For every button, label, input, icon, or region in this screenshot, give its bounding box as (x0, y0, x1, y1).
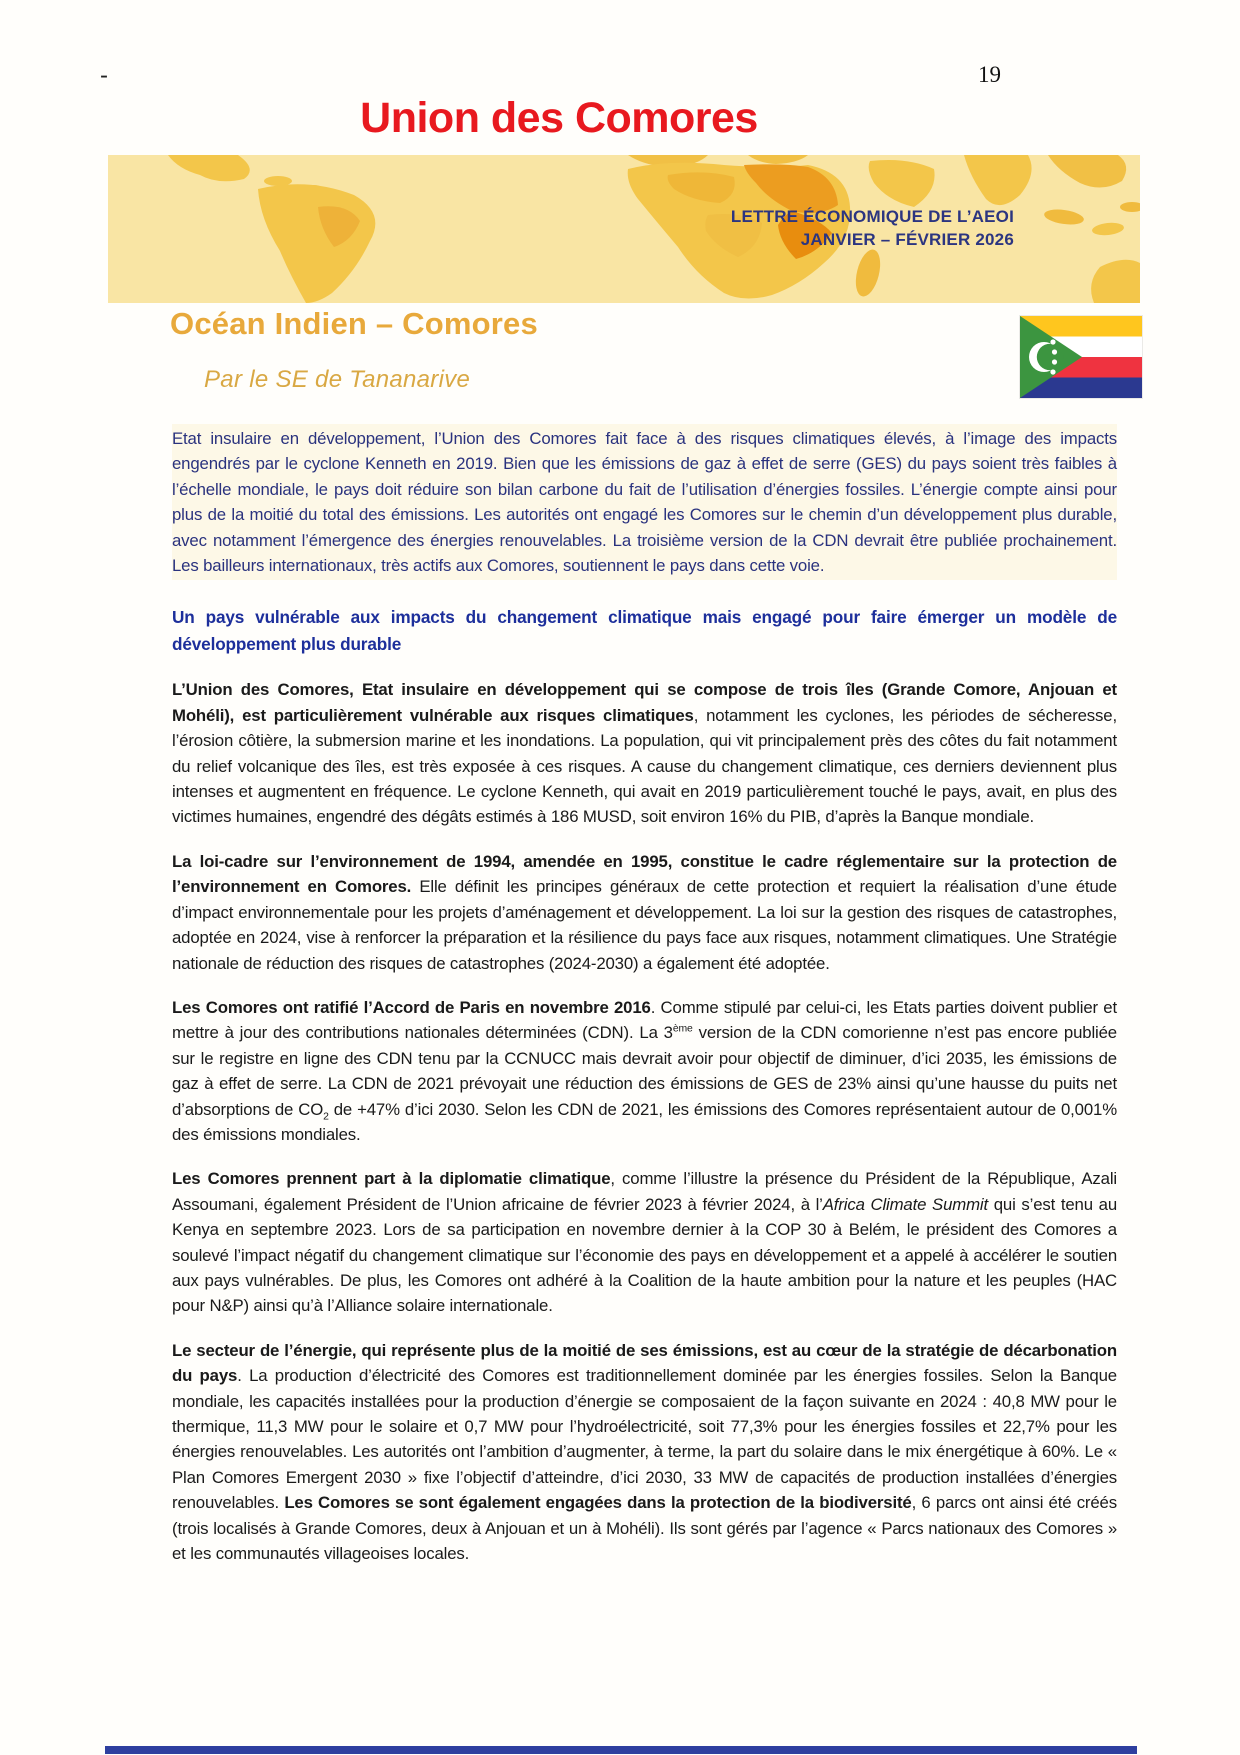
text-run: Les Comores ont ratifié l’Accord de Paris en novembre 2016 (172, 997, 651, 1017)
margin-dash: - (100, 62, 108, 89)
text-run: version de la CDN comorienne n’est pas encore publiée sur le registre en ligne des CDN tenu par la CCNUCC mais devrait avoir pour objectif de diminuer, d’ici 2035, les émissions de gaz à effet de serre. La CDN de 2021 prévoyait une réduction des émissions de GES de 23% ainsi qu’une hausse du puits net d’absorptions de CO (172, 1023, 1117, 1119)
body-paragraph (172, 677, 1117, 829)
section-heading: Océan Indien – Comores (170, 306, 538, 341)
body-paragraph (172, 995, 1117, 1147)
text-run: de +47% d’ici 2030. Selon les CDN de 2021, les émissions des Comores représentaient autour de 0,001% des émissions mondiales. (172, 1099, 1117, 1144)
text-run: ème (672, 1023, 693, 1035)
text-run: 2 (323, 1110, 329, 1122)
article (172, 424, 1117, 1566)
text-run: L’Union des Comores, Etat insulaire en développement qui se compose de trois îles (Grande Comore, Anjouan et Mohéli), est particulièrement vulnérable aux risques climatiques (172, 680, 1117, 725)
text-run: Africa Climate Summit (822, 1194, 989, 1214)
footer-bar (105, 1746, 1137, 1754)
text-run: Les Comores se sont également engagées dans la protection de la biodiversité (284, 1493, 912, 1513)
masthead-line2: JANVIER – FÉVRIER 2026 (800, 230, 1014, 249)
newsletter-masthead (731, 205, 1014, 251)
text-run: La loi-cadre sur l’environnement de 1994, amendée en 1995, constitue le cadre réglementaire sur la protection de l’environnement en Comores. (172, 851, 1117, 897)
text-run: . Comme stipulé par celui-ci, les Etats parties doivent publier et mettre à jour des contributions nationales déterminées (CDN). La 3 (172, 997, 1117, 1043)
article-body (172, 677, 1117, 1566)
text-run: qui s’est tenu au Kenya en septembre 2023. Lors de sa participation en novembre dernier à la COP 30 à Belém, le président des Comores a soulevé l’impact négatif du changement climatique sur l’économie des pays en développement et a appelé à accélérer le soutien aux pays vulnérables. De plus, les Comores ont adhéré à la Coalition de la haute ambition pour la nature et les peuples (HAC pour N&P) ainsi qu’à l’Alliance solaire internationale. (172, 1194, 1118, 1316)
comoros-flag-icon (1020, 316, 1142, 398)
page-number: 19 (978, 62, 1001, 87)
page-title: Union des Comores (360, 94, 758, 142)
text-run: Le secteur de l’énergie, qui représente plus de la moitié de ses émissions, est au cœur de la stratégie de décarbonation du pays (172, 1340, 1117, 1386)
text-run: Elle définit les principes généraux de cette protection et requiert la réalisation d’une étude d’impact environnementale pour les projets d’aménagement et développement. La loi sur la gestion des risques de catastrophes, adoptée en 2024, vise à renforcer la préparation et la résilience du pays face aux risques, notamment climatiques. Une Stratégie nationale de réduction des risques de catastrophes (2024-2030) a également été adoptée. (172, 877, 1117, 973)
text-run: , notamment les cyclones, les périodes de sécheresse, l’érosion côtière, la submersion marine et les inondations. La population, qui vit principalement près des côtes du fait notamment du relief volcanique des îles, est très exposée à ces risques. A cause du changement climatique, ces derniers deviennent plus intenses et augmentent en fréquence. Le cyclone Kenneth, qui avait en 2019 particulièrement touché le pays, avait, en plus des victimes humaines, engendré des dégâts estimés à 186 MUSD, soit environ 16% du PIB, d’après la Banque mondiale. (172, 705, 1117, 827)
body-paragraph (172, 1166, 1117, 1318)
text-run: , 6 parcs ont ainsi été créés (trois localisés à Grande Comores, deux à Anjouan et un à Mohéli). Ils sont gérés par l’agence « Parcs nationaux des Comores » et les communautés villageoises locales. (172, 1493, 1117, 1564)
masthead-line1: LETTRE ÉCONOMIQUE DE L’AEOI (730, 207, 1014, 226)
body-paragraph (172, 849, 1117, 976)
text-run: , comme l’illustre la présence du Président de la République, Azali Assoumani, également Président de l’Union africaine de février 2023 à février 2024, à l’ (172, 1169, 1117, 1214)
newsletter-banner (108, 155, 1140, 303)
text-run: . La production d’électricité des Comores est traditionnellement dominée par les énergies fossiles. Selon la Banque mondiale, les capacités installées pour la production d’énergie se composaient de la façon suivante en 2024 : 40,8 MW pour le thermique, 11,3 MW pour le solaire et 0,7 MW pour l’hydroélectricité, soit 77,3% pour les énergies fossiles et 22,7% pour les énergies renouvelables. Les autorités ont l’ambition d’augmenter, à terme, la part du solaire dans le mix énergétique à 60%. Le « Plan Comores Emergent 2030 » fixe l’objectif d’atteindre, d’ici 2030, 33 MW de capacités de production installées d’énergies renouvelables. (172, 1366, 1117, 1513)
text-run: Les Comores prennent part à la diplomatie climatique (172, 1169, 611, 1189)
intro-paragraph: Etat insulaire en développement, l’Union des Comores fait face à des risques climatiques élevés, à l’image des impacts engendrés par le cyclone Kenneth en 2019. Bien que les émissions de gaz à effet de serre (GES) du pays soient très faibles à l’échelle mondiale, le pays doit réduire son bilan carbone du fait de l’utilisation d’énergies fossiles. L’énergie compte ainsi pour plus de la moitié du total des émissions. Les autorités ont engagé les Comores sur le chemin d’un développement plus durable, avec notamment l’émergence des énergies renouvelables. La troisième version de la CDN devrait être publiée prochainement. Les bailleurs internationaux, très actifs aux Comores, soutiennent le pays dans cette voie. (172, 424, 1117, 580)
body-paragraph (172, 1338, 1117, 1567)
author-byline: Par le SE de Tananarive (204, 366, 471, 393)
article-subheading: Un pays vulnérable aux impacts du changement climatique mais engagé pour faire émerger un modèle de développement plus durable (172, 607, 1117, 655)
